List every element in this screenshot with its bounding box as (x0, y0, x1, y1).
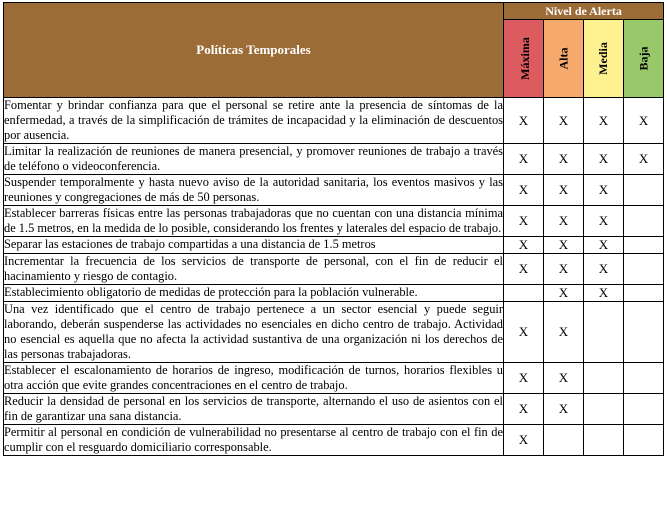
table-row (4, 175, 664, 206)
level-mark-cell (624, 254, 664, 285)
table-row (4, 144, 664, 175)
level-mark-cell (624, 394, 664, 425)
table-row (4, 302, 664, 363)
level-mark-cell: X (584, 254, 624, 285)
policy-text: Establecer el escalonamiento de horarios de ingreso, modificación de turnos, horarios flexibles u otra acción que evite grandes concentraciones en el centro de trabajo. (4, 363, 503, 392)
policy-text: Suspender temporalmente y hasta nuevo aviso de la autoridad sanitaria, los eventos masivos y las reuniones y congregaciones de más de 50 personas. (4, 175, 503, 204)
table-row (4, 394, 664, 425)
level-mark-cell (584, 363, 624, 394)
level-mark-cell (624, 302, 664, 363)
level-mark-cell: X (584, 285, 624, 302)
level-label: Máxima (517, 37, 532, 80)
level-mark-cell (584, 394, 624, 425)
alert-level-group-header: Nivel de Alerta (504, 3, 664, 20)
policy-text: Establecer barreras físicas entre las personas trabajadoras que no cuentan con una distancia mínima de 1.5 metros, en la medida de lo posible, considerando los frentes y laterales del espacio de trabajo. (4, 206, 503, 235)
level-mark-cell: X (544, 254, 584, 285)
level-mark-cell: X (544, 363, 584, 394)
level-mark-cell (584, 302, 624, 363)
level-mark-cell: X (504, 363, 544, 394)
level-mark-cell (544, 425, 584, 456)
policy-text: Limitar la realización de reuniones de manera presencial, y promover reuniones de trabajo a través de teléfono o videoconferencia. (4, 144, 503, 173)
policy-text: Fomentar y brindar confianza para que el personal se retire ante la presencia de síntomas de la enfermedad, a través de la simplificación de trámites de incapacidad y la eliminación de descuentos por ausencia. (4, 98, 503, 142)
level-mark-cell (624, 285, 664, 302)
policy-text: Permitir al personal en condición de vulnerabilidad no presentarse al centro de trabajo con el fin de cumplir con el resguardo domiciliario corresponsable. (4, 425, 503, 454)
policy-text: Separar las estaciones de trabajo compartidas a una distancia de 1.5 metros (4, 237, 504, 254)
level-mark-cell (624, 206, 664, 237)
policy-text: Una vez identificado que el centro de trabajo pertenece a un sector esencial y puede seguir laborando, deberán suspenderse las actividades no esenciales en dicho centro de trabajo. Actividad no esencial es aquella que no afecta la actividad sustantiva de una organización ni los derechos de las personas trabajadoras. (4, 302, 503, 361)
level-mark-cell: X (504, 394, 544, 425)
level-mark-cell: X (504, 175, 544, 206)
level-mark-cell: X (544, 285, 584, 302)
level-mark-cell: X (624, 144, 664, 175)
table-row (4, 363, 664, 394)
level-mark-cell: X (584, 206, 624, 237)
policy-text: Reducir la densidad de personal en los servicios de transporte, alternando el uso de asientos con el fin de garantizar una sana distancia. (4, 394, 503, 423)
level-mark-cell: X (544, 144, 584, 175)
level-mark-cell: X (584, 144, 624, 175)
level-mark-cell: X (584, 237, 624, 254)
level-mark-cell: X (544, 206, 584, 237)
level-mark-cell (504, 285, 544, 302)
policy-text: Incrementar la frecuencia de los servicios de transporte de personal, con el fin de reducir el hacinamiento y riesgo de contagio. (4, 254, 503, 283)
level-header-media (584, 20, 624, 98)
level-header-alta (544, 20, 584, 98)
level-label: Media (595, 42, 610, 75)
level-mark-cell: X (544, 237, 584, 254)
level-mark-cell: X (504, 237, 544, 254)
level-mark-cell: X (504, 302, 544, 363)
level-mark-cell: X (584, 175, 624, 206)
level-label: Alta (556, 47, 570, 70)
level-mark-cell (624, 175, 664, 206)
table-row (4, 206, 664, 237)
table-row (4, 254, 664, 285)
level-mark-cell: X (504, 98, 544, 144)
level-mark-cell: X (504, 254, 544, 285)
level-mark-cell: X (624, 98, 664, 144)
level-mark-cell (624, 237, 664, 254)
level-mark-cell: X (544, 302, 584, 363)
level-mark-cell: X (504, 425, 544, 456)
table-row (4, 237, 664, 254)
level-mark-cell: X (504, 206, 544, 237)
policies-column-header: Políticas Temporales (4, 3, 504, 98)
policy-rows (4, 98, 664, 456)
level-header-baja (624, 20, 664, 98)
level-mark-cell: X (544, 394, 584, 425)
table-row (4, 98, 664, 144)
policy-text: Establecimiento obligatorio de medidas de protección para la población vulnerable. (4, 285, 504, 302)
level-mark-cell: X (544, 175, 584, 206)
level-mark-cell (624, 425, 664, 456)
level-label: Baja (636, 46, 651, 71)
level-mark-cell: X (544, 98, 584, 144)
level-mark-cell (624, 363, 664, 394)
level-mark-cell (584, 425, 624, 456)
table-row (4, 285, 664, 302)
alert-policy-table (3, 2, 664, 456)
level-mark-cell: X (504, 144, 544, 175)
level-header-maxima (504, 20, 544, 98)
level-mark-cell: X (584, 98, 624, 144)
table-row (4, 425, 664, 456)
